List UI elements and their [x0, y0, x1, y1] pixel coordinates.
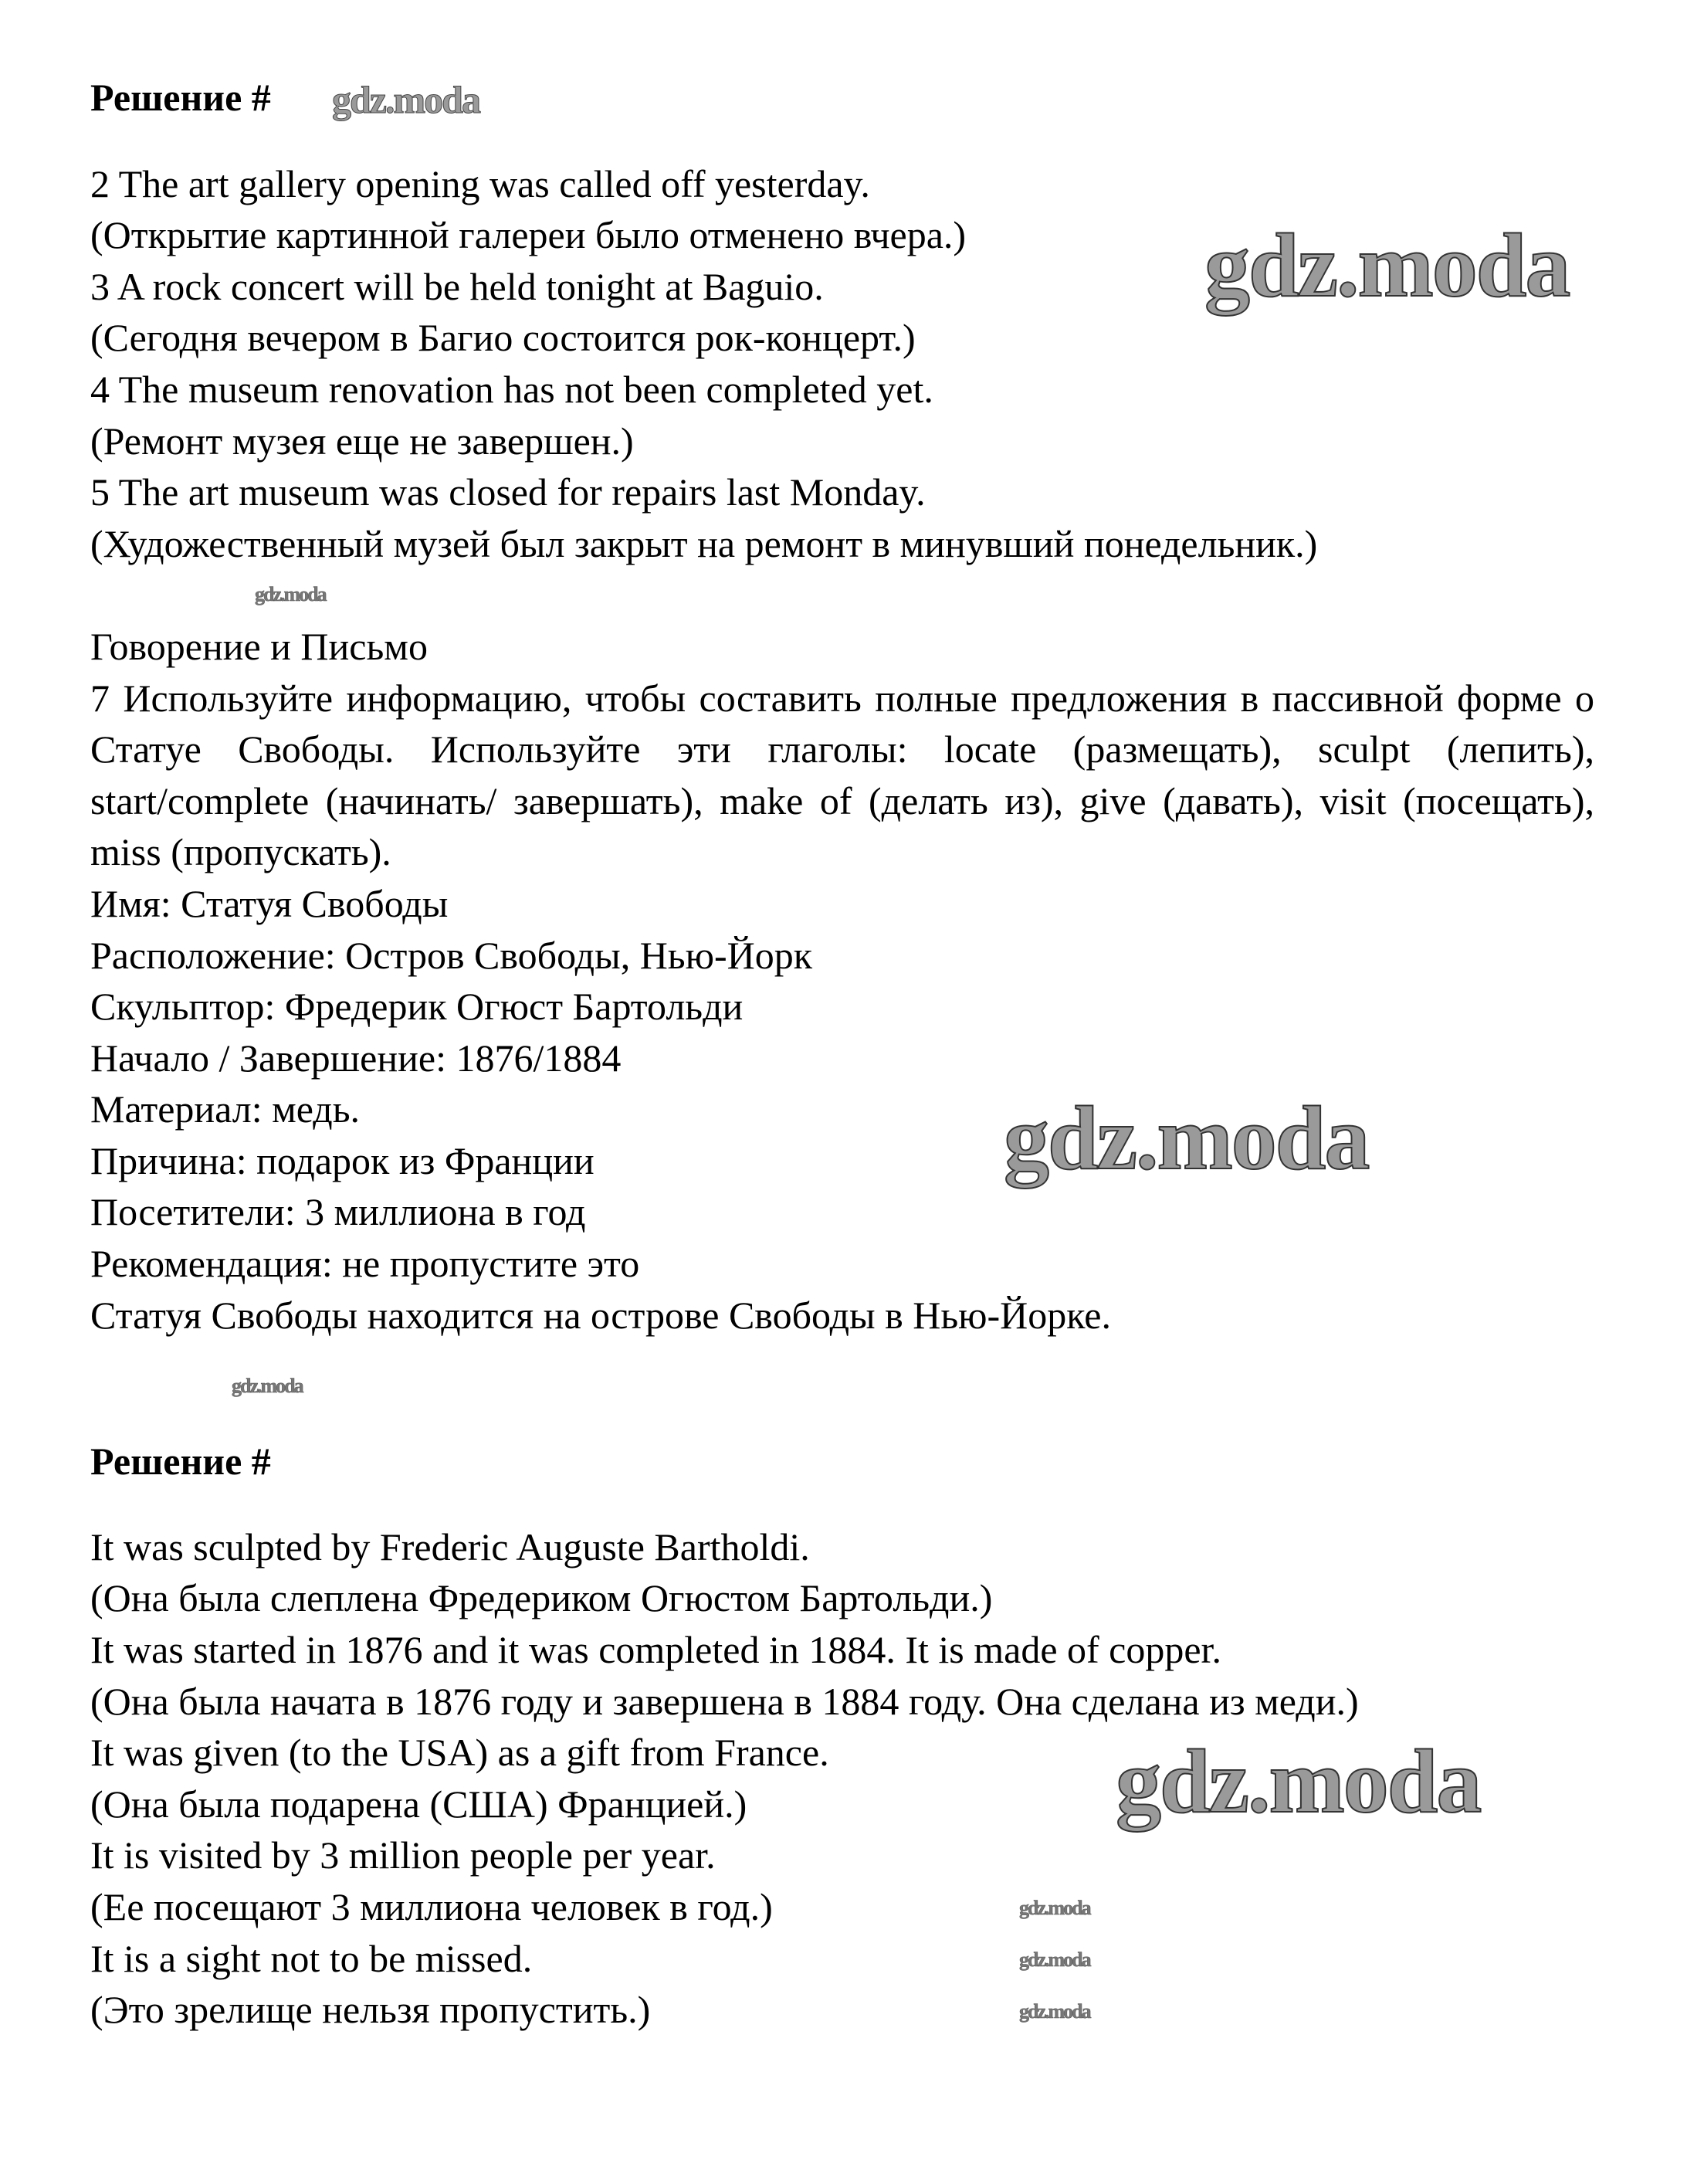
watermark-logo: gdz.moda	[1019, 2000, 1090, 2023]
watermark-logo: gdz.moda	[332, 78, 479, 121]
translation-line: (Она была подарена (США) Францией.)	[90, 1782, 747, 1826]
watermark-logo: gdz.moda	[1019, 1948, 1090, 1971]
fact-line: Скульптор: Фредерик Огюст Бартольди	[90, 985, 744, 1029]
translation-line: (Ремонт музея еще не завершен.)	[90, 419, 634, 463]
translation-line: (Сегодня вечером в Багио состоится рок-концерт.)	[90, 316, 916, 360]
solution-heading: Решение #	[90, 1440, 271, 1484]
answer-line: It is visited by 3 million people per year.	[90, 1833, 716, 1877]
answer-line: 4 The museum renovation has not been completed yet.	[90, 367, 933, 411]
fact-line: Рекомендация: не пропустите это	[90, 1242, 640, 1286]
fact-line: Причина: подарок из Франции	[90, 1138, 595, 1182]
fact-line: Расположение: Остров Свободы, Нью-Йорк	[90, 933, 813, 977]
fact-line: Материал: медь.	[90, 1087, 361, 1131]
answer-line: It was sculpted by Frederic Auguste Bartholdi.	[90, 1524, 810, 1568]
task-text: 7 Используйте информацию, чтобы составить полные предложения в пассивной форме о Статуе Свободы. Используйте эти глаголы: locate (размещать), sculpt (лепить), start/complete (начинать/ завершать), make of (делать из), give (давать), visit (посещать), miss (пропускать).	[90, 676, 1594, 874]
watermark-logo: gdz.moda	[1019, 1897, 1090, 1919]
translation-line: (Открытие картинной галереи было отменено вчера.)	[90, 213, 967, 257]
translation-line: (Она была начата в 1876 году и завершена в 1884 году. Она сделана из меди.)	[90, 1679, 1359, 1723]
answer-line: It was given (to the USA) as a gift from France.	[90, 1731, 829, 1775]
translation-line: (Это зрелище нельзя пропустить.)	[90, 1988, 651, 2032]
translation-line: (Она была слеплена Фредериком Огюстом Бартольди.)	[90, 1576, 993, 1620]
watermark-logo: gdz.moda	[1004, 1087, 1369, 1189]
fact-line: Начало / Завершение: 1876/1884	[90, 1036, 622, 1080]
watermark-logo: gdz.moda	[255, 583, 326, 605]
fact-line: Посетители: 3 миллиона в год	[90, 1190, 586, 1234]
watermark-logo: gdz.moda	[1204, 215, 1570, 316]
answer-line: It is a sight not to be missed.	[90, 1936, 533, 1980]
fact-line: Имя: Статуя Свободы	[90, 881, 449, 925]
section-title: Говорение и Письмо	[90, 624, 428, 668]
solution-heading: Решение #	[90, 76, 271, 119]
answer-line: It was started in 1876 and it was completed in 1884. It is made of copper.	[90, 1628, 1221, 1672]
translation-line: (Ее посещают 3 миллиона человек в год.)	[90, 1885, 773, 1928]
answer-line: 2 The art gallery opening was called off yesterday.	[90, 161, 870, 205]
example-line: Статуя Свободы находится на острове Свободы в Нью-Йорке.	[90, 1293, 1111, 1337]
watermark-logo: gdz.moda	[232, 1375, 303, 1397]
translation-line: (Художественный музей был закрыт на ремонт в минувший понедельник.)	[90, 521, 1318, 565]
answer-line: 5 The art museum was closed for repairs last Monday.	[90, 470, 926, 514]
watermark-logo: gdz.moda	[1116, 1731, 1481, 1832]
answer-line: 3 A rock concert will be held tonight at Baguio.	[90, 264, 824, 308]
